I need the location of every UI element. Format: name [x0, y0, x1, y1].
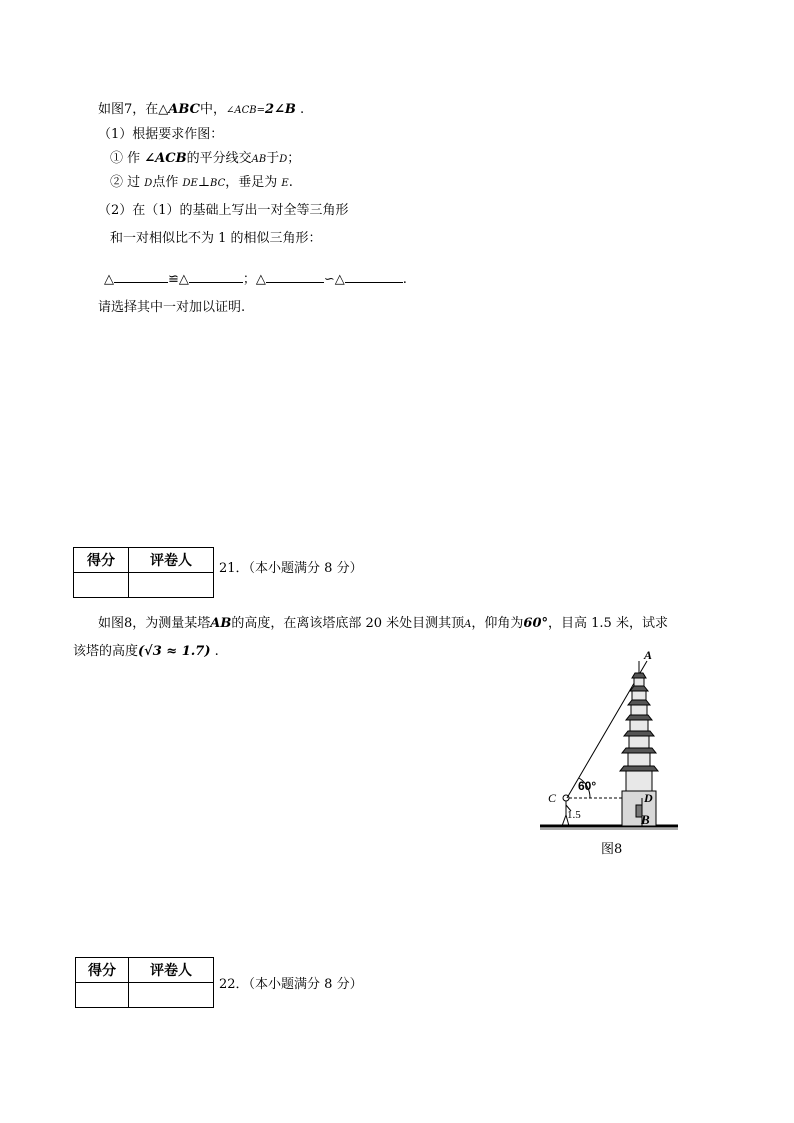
reviewer-label: 评卷人 [129, 548, 214, 573]
score-table-q22 [75, 957, 214, 1008]
q20-step1: ① 作 ∠ACB的平分线交AB于D； [110, 151, 301, 166]
figure-8-caption: 图8 [601, 842, 623, 857]
label-d: D [644, 791, 653, 805]
q20-intro: 如图7，在△ABC中，∠ACB=2∠B . [98, 102, 305, 117]
label-a: A [644, 648, 653, 662]
similar-blank-2[interactable] [345, 270, 403, 283]
q21-text-line1: 如图8，为测量某塔AB的高度，在离该塔底部 20 米处目测其顶A，仰角为60°，目高 1.5 米，试求 [98, 616, 668, 631]
score-label: 得分 [74, 548, 129, 573]
q20-part1: （1）根据要求作图： [98, 127, 224, 142]
q20-part2-line1: （2）在（1）的基础上写出一对全等三角形 [98, 203, 349, 218]
label-c: C [548, 791, 557, 805]
q22-header: 22．（本小题满分 8 分） [219, 977, 363, 992]
angle-acb: ∠ACB [225, 105, 257, 116]
triangle-abc: ABC [168, 102, 200, 117]
q21-header: 21．（本小题满分 8 分） [219, 561, 363, 576]
sqrt3-formula: (√3 ≈ 1.7) [138, 644, 211, 659]
q21-text-line2: 该塔的高度(√3 ≈ 1.7) . [73, 644, 219, 659]
similar-blank-1[interactable] [266, 270, 324, 283]
congruent-blank-1[interactable] [114, 270, 168, 283]
label-angle: 60° [578, 779, 597, 793]
score-label: 得分 [76, 958, 129, 983]
label-height: 1.5 [567, 809, 581, 821]
q20-step2: ② 过 D点作 DE⊥BC，垂足为 E. [110, 175, 293, 190]
score-cell[interactable] [76, 983, 129, 1008]
q20-answer-blanks: △ ≌△ ；△ ∽△ . [104, 272, 407, 287]
q20-prove: 请选择其中一对加以证明. [98, 300, 246, 315]
q20-part2-line2: 和一对相似比不为 1 的相似三角形： [110, 231, 322, 246]
angle-2b: 2∠B [264, 102, 296, 117]
score-cell[interactable] [74, 573, 129, 598]
reviewer-cell[interactable] [129, 983, 214, 1008]
congruent-blank-2[interactable] [189, 270, 243, 283]
score-table-q21 [73, 547, 214, 598]
reviewer-label: 评卷人 [129, 958, 214, 983]
figure-8-tower [540, 645, 680, 835]
label-b: B [641, 812, 650, 827]
reviewer-cell[interactable] [129, 573, 214, 598]
